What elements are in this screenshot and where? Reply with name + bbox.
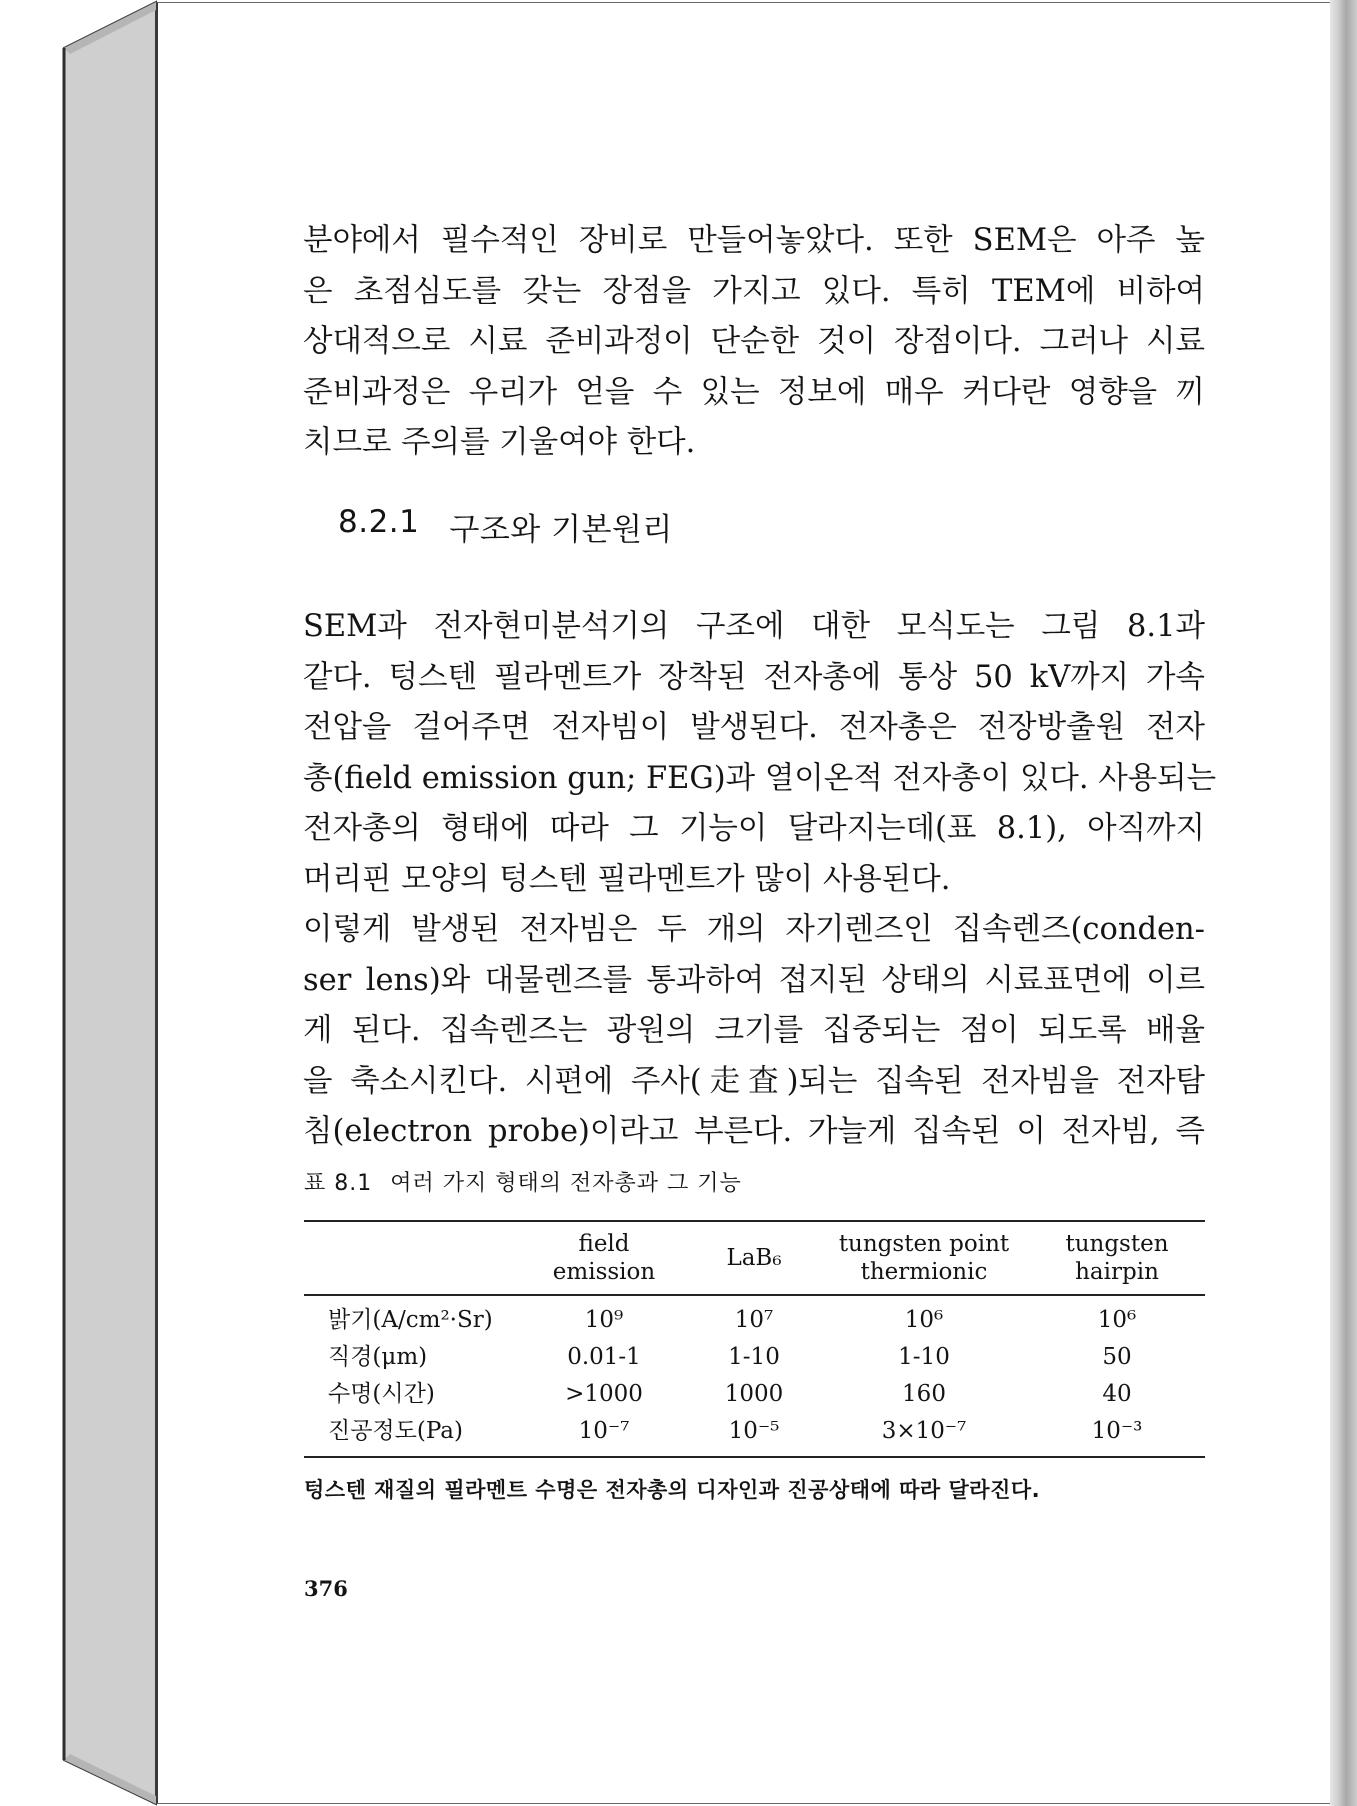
column-header: tungsten point thermionic — [838, 1231, 1010, 1285]
table-cell: 10⁷ — [734, 1307, 774, 1333]
column-header: field emission — [552, 1231, 656, 1285]
electron-gun-table — [304, 1220, 1205, 1458]
table-cell: 1000 — [724, 1381, 784, 1407]
text-line: 침(electron probe)이라고 부른다. 가늘게 집속된 이 전자빔, 즉 — [303, 1114, 1205, 1149]
table-cell: 10⁶ — [904, 1307, 944, 1333]
text-line: 치므로 주의를 기울여야 한다. — [303, 425, 696, 460]
text-line: 은 초점심도를 갖는 장점을 가지고 있다. 특히 TEM에 비하여 — [303, 273, 1205, 309]
section-title: 구조와 기본원리 — [449, 512, 673, 548]
text-line: ser lens)와 대물렌즈를 통과하여 접지된 상태의 시료표면에 이르 — [303, 962, 1205, 998]
body-paragraph — [303, 602, 1217, 1158]
table-row — [304, 1295, 1205, 1339]
table-cell: 1-10 — [898, 1344, 950, 1370]
table-cell: 10⁶ — [1097, 1307, 1137, 1333]
text-line: 전자총의 형태에 따라 그 기능이 달라지는데(표 8.1), 아직까지 — [303, 811, 1205, 846]
row-label: 밝기(A/cm²·Sr) — [328, 1307, 493, 1333]
text-line: 같다. 텅스텐 필라멘트가 장착된 전자총에 통상 50 kV까지 가속 — [303, 659, 1205, 695]
row-label: 수명(시간) — [328, 1381, 435, 1407]
table-cell: 10⁹ — [584, 1307, 624, 1333]
table-cell: >1000 — [565, 1381, 643, 1407]
table-caption — [304, 1166, 742, 1197]
table-caption-title: 여러 가지 형태의 전자총과 그 기능 — [390, 1171, 742, 1196]
table-cell: 160 — [902, 1381, 946, 1407]
column-header: tungsten hairpin — [1065, 1231, 1169, 1285]
table-row — [304, 1413, 1205, 1457]
text-line: 분야에서 필수적인 장비로 만들어놓았다. 또한 SEM은 아주 높 — [303, 223, 1205, 258]
section-number: 8.2.1 — [338, 504, 420, 540]
text-line: 이렇게 발생된 전자빔은 두 개의 자기렌즈인 집속렌즈(conden- — [303, 912, 1205, 947]
text-line: 게 된다. 집속렌즈는 광원의 크기를 집중되는 점이 되도록 배율 — [303, 1013, 1205, 1048]
table-header-row — [304, 1221, 1205, 1295]
table-cell: 0.01-1 — [567, 1344, 641, 1370]
text-line: 상대적으로 시료 준비과정이 단순한 것이 장점이다. 그러나 시료 — [303, 324, 1205, 359]
text-line: 총(field emission gun; FEG)과 열이온적 전자총이 있다. 사용되는 — [303, 760, 1217, 796]
table-cell: 40 — [1102, 1381, 1132, 1407]
text-line: 준비과정은 우리가 얻을 수 있는 정보에 매우 커다란 영향을 끼 — [303, 374, 1205, 410]
page-number: 376 — [304, 1576, 348, 1601]
text-line: 을 축소시킨다. 시편에 주사(走査)되는 집속된 전자빔을 전자탐 — [303, 1063, 1205, 1099]
page-edge — [1330, 0, 1357, 1806]
table-row — [304, 1376, 1205, 1413]
column-header — [304, 1221, 519, 1295]
table-caption-label: 표 8.1 — [304, 1171, 373, 1196]
table-cell: 10⁻³ — [1091, 1418, 1143, 1444]
row-label: 직경(μm) — [328, 1344, 428, 1370]
column-header: LaB₆ — [726, 1245, 782, 1271]
book-spine — [0, 0, 170, 1806]
row-label: 진공정도(Pa) — [328, 1418, 463, 1444]
intro-paragraph — [303, 216, 1205, 469]
table-cell: 1-10 — [728, 1344, 780, 1370]
table-note: 텅스텐 재질의 필라멘트 수명은 전자총의 디자인과 진공상태에 따라 달라진다. — [304, 1478, 1041, 1502]
table-cell: 10⁻⁷ — [578, 1418, 630, 1444]
table-cell: 10⁻⁵ — [728, 1418, 780, 1444]
table-cell: 50 — [1102, 1344, 1132, 1370]
text-line: SEM과 전자현미분석기의 구조에 대한 모식도는 그림 8.1과 — [303, 609, 1205, 644]
section-heading — [338, 504, 673, 549]
table-cell: 3×10⁻⁷ — [881, 1418, 967, 1444]
text-line: 전압을 걸어주면 전자빔이 발생된다. 전자총은 전장방출원 전자 — [303, 710, 1205, 745]
text-line: 머리핀 모양의 텅스텐 필라멘트가 많이 사용된다. — [303, 861, 951, 897]
table-row — [304, 1339, 1205, 1376]
